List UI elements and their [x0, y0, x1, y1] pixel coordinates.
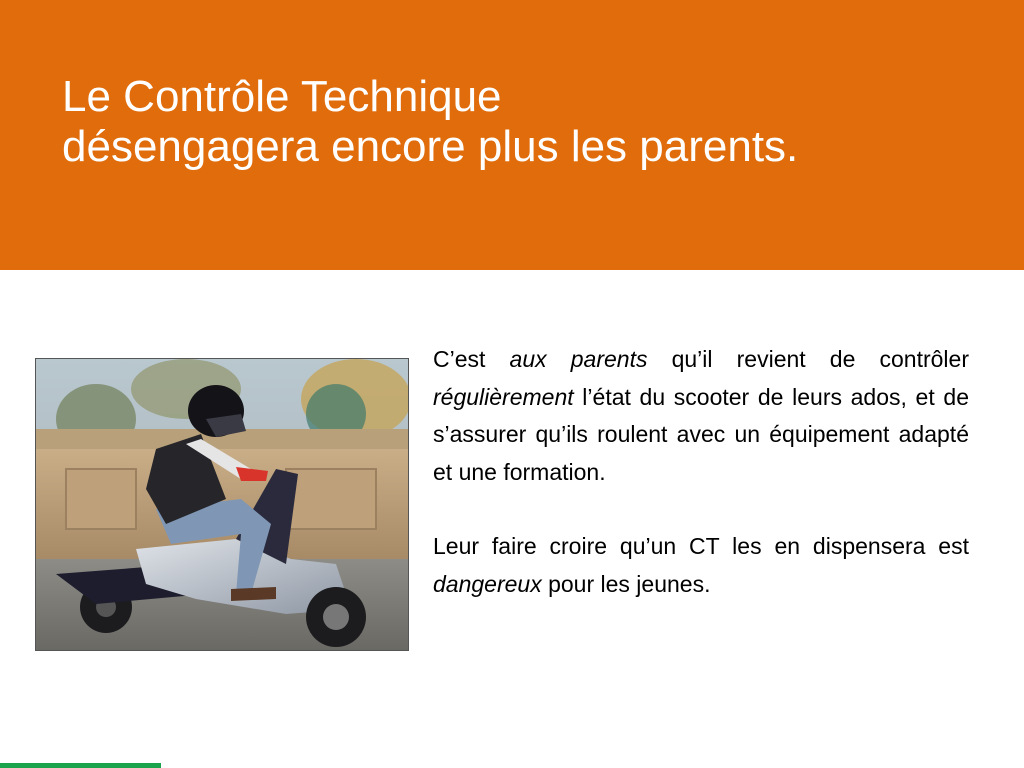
paragraph2-text-2: pour les jeunes.: [541, 570, 711, 597]
slide-title: [62, 72, 798, 172]
footer-accent-bar: [0, 763, 161, 768]
scooter-rider-illustration: [36, 359, 408, 650]
title-line-1: Le Contrôle Technique: [62, 72, 502, 121]
scooter-rider-photo: [35, 358, 409, 651]
title-banner: [0, 0, 1024, 270]
paragraph2-text-1: Leur faire croire qu’un CT les en dispensera est: [433, 533, 969, 559]
paragraph1-text-2: qu’il revient de contrôler: [647, 346, 969, 372]
paragraph-danger-warning: [433, 528, 969, 603]
paragraph-parents-responsibility: [433, 341, 969, 491]
paragraph1-emphasis-2: régulièrement: [433, 383, 574, 410]
paragraph1-emphasis-1: aux parents: [509, 346, 648, 372]
paragraph1-text-1: C’est: [433, 346, 510, 372]
paragraph2-emphasis-1: dangereux: [433, 570, 542, 597]
body-text: [433, 341, 969, 603]
title-line-2: désengagera encore plus les parents.: [62, 122, 799, 171]
paragraph1-text-3: l’état du scooter de leurs ados, et de s’assurer qu’ils roulent avec un équipement adapté et une formation.: [433, 383, 969, 485]
